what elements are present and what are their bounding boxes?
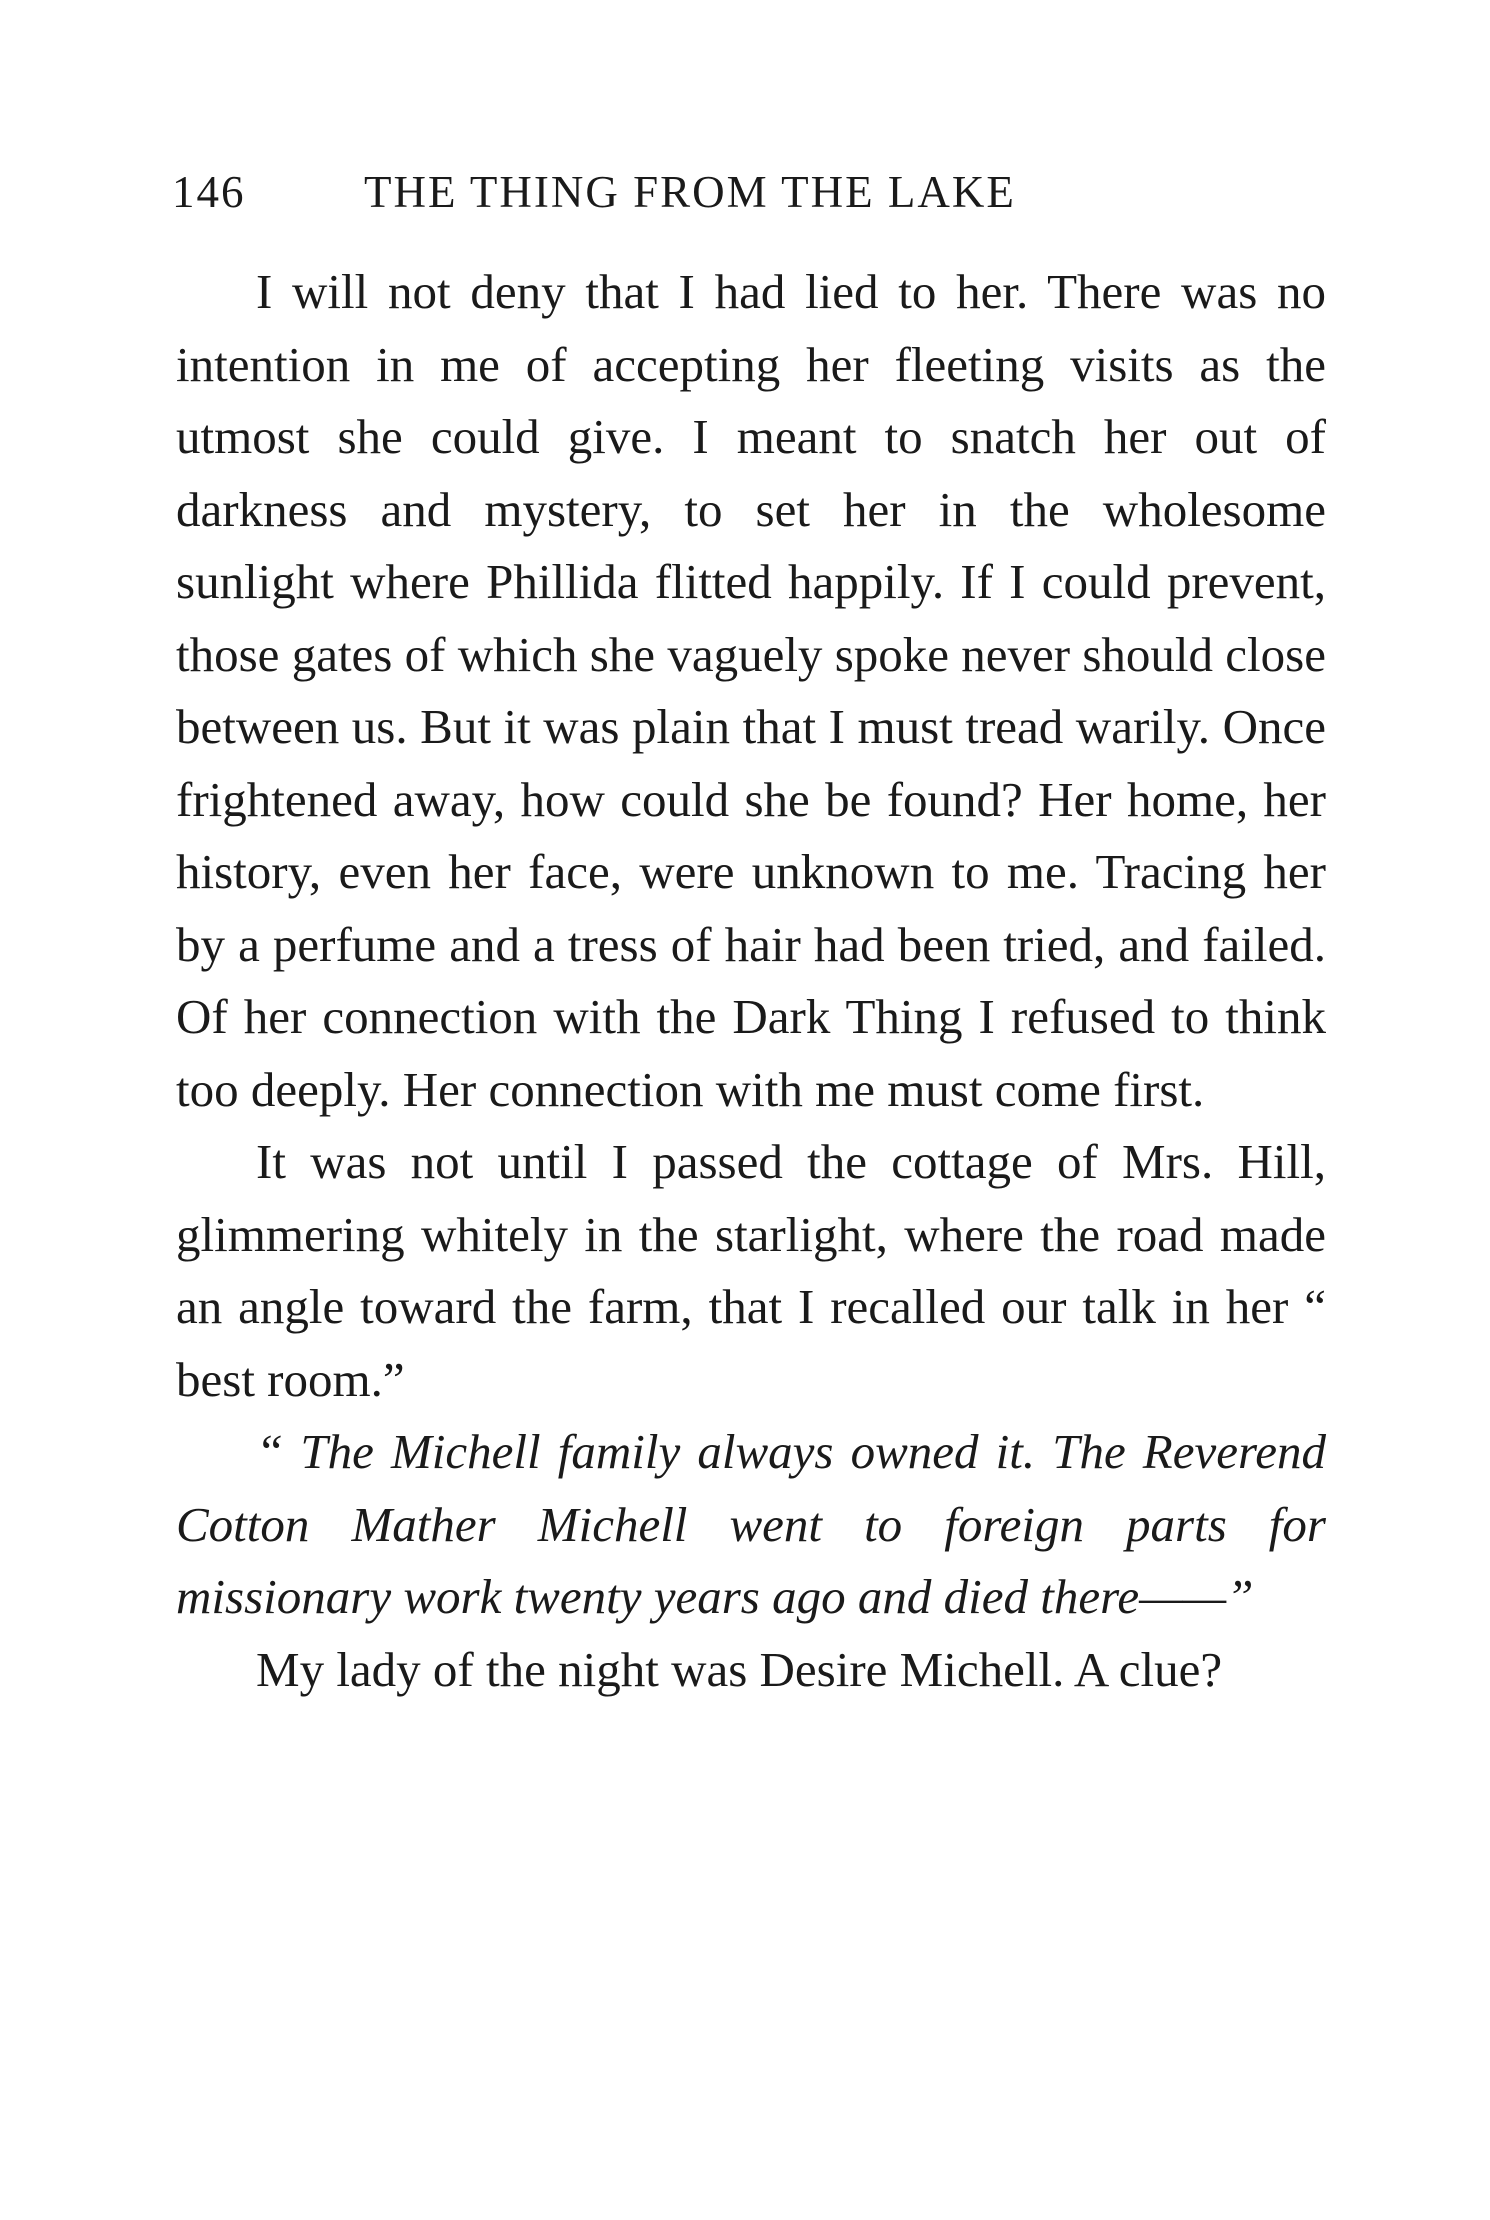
paragraph-4: My lady of the night was Desire Michell. A clue? — [256, 1641, 1223, 1697]
paragraph-1: I will not deny that I had lied to her. There was no intention in me of accepting her fleeting visits as the utmost she could give. I meant to snatch her out of darkness and mystery, to set her in the wholesome sunlight where Phillida flitted happily. If I could prevent, those gates of which she vaguely spoke never should close between us. But it was plain that I must tread warily. Once frightened away, how could she be found? Her home, her history, even her face, were unknown to me. Tracing her by a perfume and a tress of hair had been tried, and failed. Of her connection with the Dark Thing I refused to think too deeply. Her connection with me must come first. — [176, 264, 1326, 1117]
page-number: 146 — [172, 167, 246, 217]
body-text — [176, 256, 1326, 1706]
paragraph-2: It was not until I passed the cottage of Mrs. Hill, glimmering whitely in the starlight, where the road made an angle toward the farm, that I recalled our talk in her “ best room.” — [176, 1134, 1326, 1407]
running-head: THE THING FROM THE LAKE — [364, 167, 1016, 217]
page-header — [172, 162, 1332, 222]
paragraph-3-quote: “ The Michell family always owned it. The Reverend Cotton Mather Michell went to foreign parts for missionary work twenty years ago and died there——” — [176, 1424, 1326, 1624]
